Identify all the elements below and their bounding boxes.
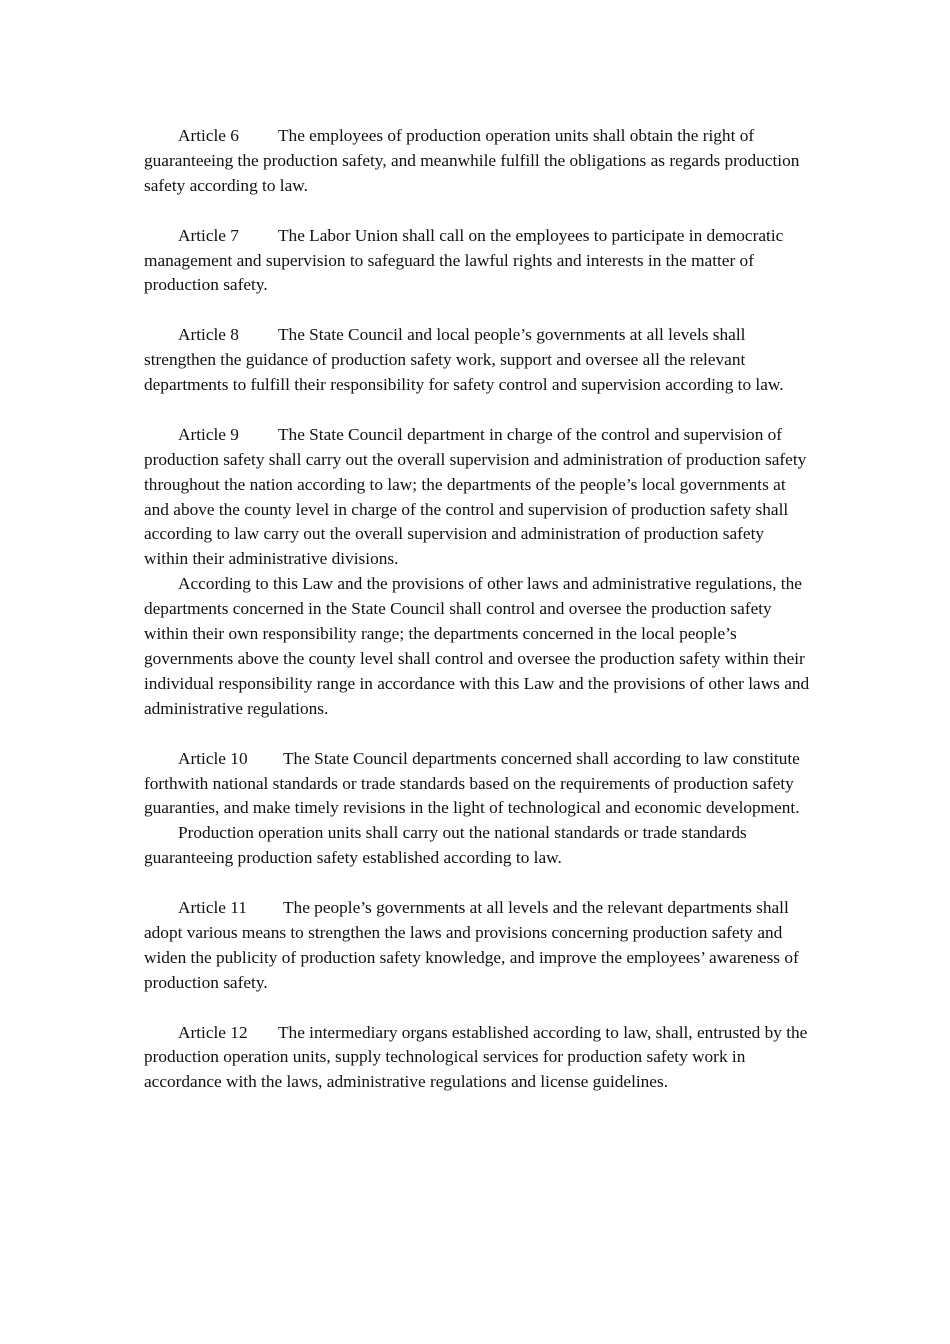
article-7 — [144, 224, 810, 299]
article-12 — [144, 1021, 810, 1096]
article-label: Article 9 — [178, 424, 239, 444]
article-text: The State Council and local people’s governments at all levels shall strengthen the guidance of production safety work, support and oversee all the relevant departments to fulfill their responsibility for safety control and supervision according to law. — [144, 325, 784, 395]
article-label: Article 7 — [178, 225, 239, 245]
article-10 — [144, 747, 810, 872]
article-paragraph: According to this Law and the provisions of other laws and administrative regulations, the departments concerned in the State Council shall control and oversee the production safety within their own responsibility range; the departments concerned in the local people’s governments above the county level shall control and oversee the production safety within their individual responsibility range in accordance with this Law and the provisions of other laws and administrative regulations. — [144, 574, 810, 718]
article-6 — [144, 124, 810, 199]
document-page — [144, 124, 810, 1120]
article-paragraph — [144, 224, 810, 299]
article-11 — [144, 896, 810, 996]
article-paragraph — [144, 124, 810, 199]
article-text: The State Council department in charge of the control and supervision of production safety shall carry out the overall supervision and administration of production safety throughout the nation according to law; the departments of the people’s local governments at and above the county level in charge of the control and supervision of production safety shall according to law carry out the overall supervision and administration of production safety within their administrative divisions. — [144, 424, 807, 569]
article-label: Article 6 — [178, 126, 239, 145]
article-text: The intermediary organs established according to law, shall, entrusted by the production operation units, supply technological services for production safety work in accordance with the laws, administrative regulations and license guidelines. — [144, 1022, 808, 1092]
article-9 — [144, 423, 810, 722]
article-8 — [144, 323, 810, 398]
article-paragraph — [144, 423, 810, 572]
article-label: Article 12 — [178, 1022, 248, 1042]
article-text: The State Council departments concerned shall according to law constitute forthwith national standards or trade standards based on the requirements of production safety guaranties, and make timely revisions in the light of technological and economic development. — [144, 748, 800, 818]
article-paragraph — [144, 896, 810, 996]
article-text: The employees of production operation units shall obtain the right of guaranteeing the production safety, and meanwhile fulfill the obligations as regards production safety according to law. — [144, 126, 800, 195]
article-label: Article 11 — [178, 898, 247, 918]
article-paragraph — [144, 747, 810, 822]
article-text: The Labor Union shall call on the employees to participate in democratic management and supervision to safeguard the lawful rights and interests in the matter of production safety. — [144, 225, 784, 295]
article-text: The people’s governments at all levels and the relevant departments shall adopt various means to strengthen the laws and provisions concerning production safety and widen the publicity of production safety knowledge, and improve the employees’ awareness of production safety. — [144, 898, 799, 992]
article-paragraph — [144, 323, 810, 398]
article-paragraph — [144, 1021, 810, 1096]
article-label: Article 10 — [178, 748, 248, 768]
article-label: Article 8 — [178, 325, 239, 345]
article-paragraph: Production operation units shall carry out the national standards or trade standards guaranteeing production safety established according to law. — [144, 823, 747, 868]
